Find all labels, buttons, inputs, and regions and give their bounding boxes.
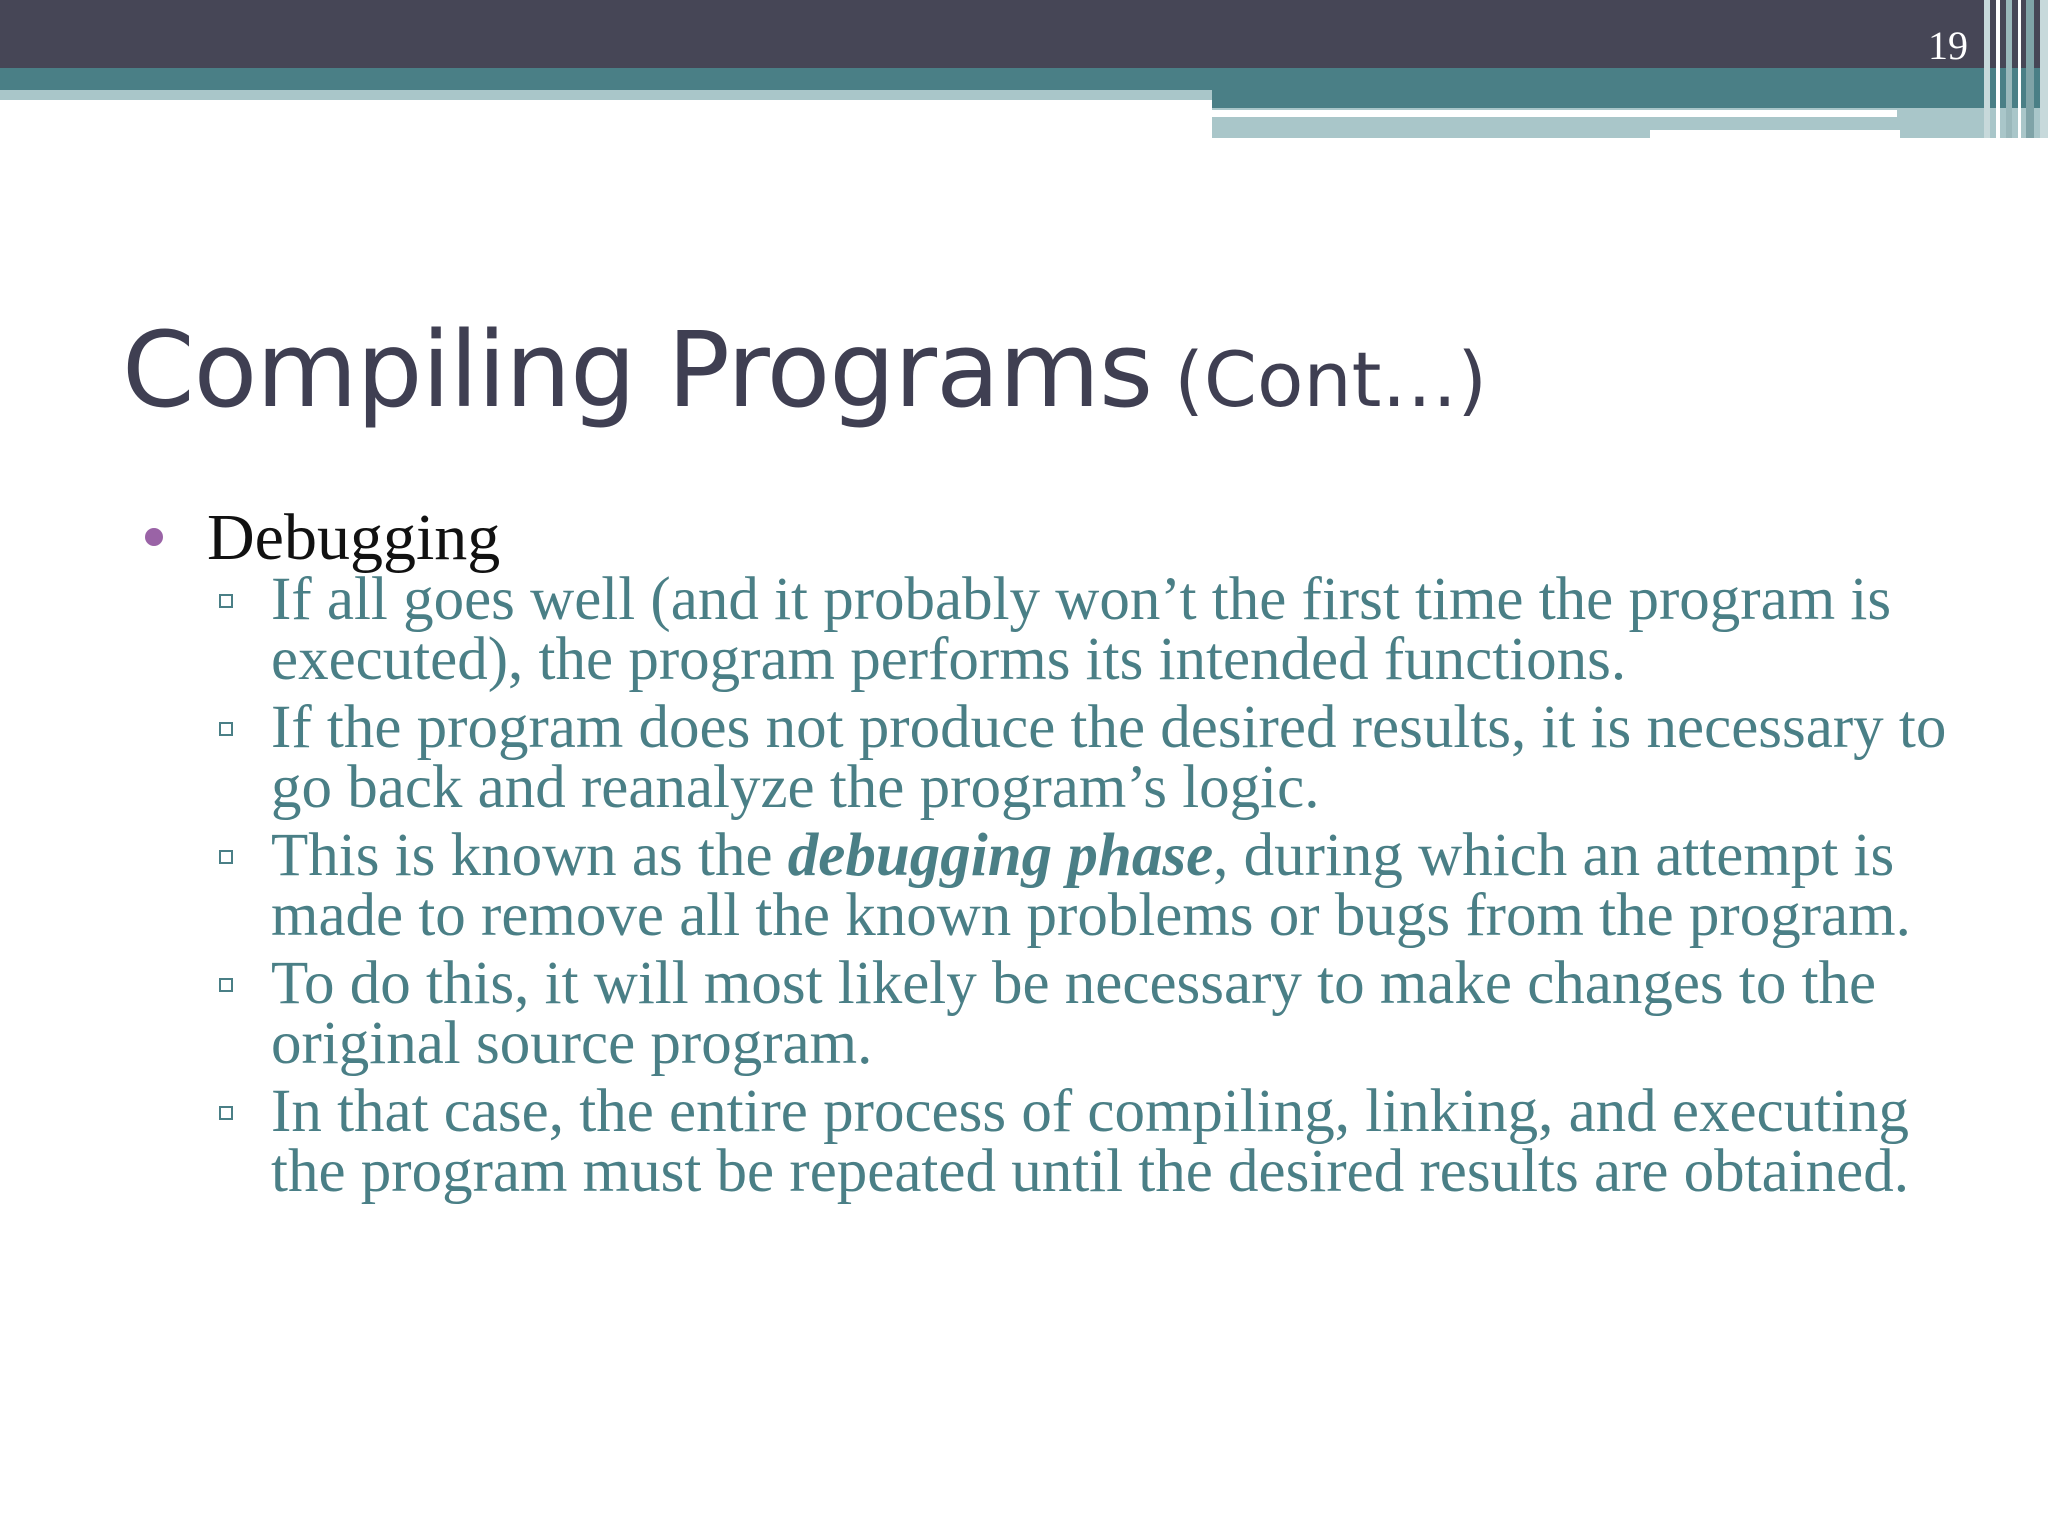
header-divider-line [1650, 130, 1900, 138]
header-vertical-bar [2018, 0, 2021, 138]
sub-bullet-text: To do this, it will most likely be necessary to make changes to the original source program. [271, 950, 1877, 1077]
sub-bullet-item [271, 694, 1971, 821]
header-vertical-bar [2026, 0, 2034, 138]
header-vertical-bar [1984, 0, 1990, 138]
slide-body [145, 498, 1945, 1210]
header-accent-stripe [0, 68, 1212, 90]
header-divider-line [1212, 110, 1897, 117]
sub-bullet-text: In that case, the entire process of compiling, linking, and executing the program must be repeated until the desired results are obtained. [271, 1078, 1910, 1205]
square-bullet-icon [219, 722, 233, 736]
square-bullet-icon [219, 1106, 233, 1120]
header-vertical-bar [2006, 0, 2012, 138]
slide-title-continuation: (Cont…) [1174, 335, 1488, 424]
bullet-heading: Debugging [207, 501, 501, 574]
slide-title-main: Compiling Programs [122, 309, 1153, 431]
emphasized-term: debugging phase [787, 822, 1214, 889]
bullet-dot-icon [145, 528, 163, 546]
square-bullet-icon [219, 594, 233, 608]
sub-bullet-item [271, 566, 1971, 693]
header-accent-stripe-light [0, 90, 1212, 100]
slide-number: 19 [1928, 23, 1968, 68]
sub-bullet-item [271, 1078, 1971, 1205]
header-bar [0, 0, 2048, 68]
sub-bullet-text-before: This is known as the [271, 822, 788, 889]
sub-bullet-text: If the program does not produce the desired results, it is necessary to go back and reanalyze the program’s logic. [271, 694, 1947, 821]
sub-bullet-item [271, 950, 1971, 1077]
header-accent-block [1212, 68, 2048, 108]
sub-bullet-list [271, 566, 1947, 1205]
sub-bullet-text-after: , during which an attempt is made to remove all the known problems or bugs from the program. [271, 822, 1911, 949]
sub-bullet-item [271, 822, 1971, 949]
slide-title [122, 309, 1488, 431]
square-bullet-icon [219, 850, 233, 864]
sub-bullet-text: If all goes well (and it probably won’t the first time the program is executed), the program performs its intended functions. [271, 566, 1892, 693]
header-vertical-bar [1996, 0, 2000, 138]
square-bullet-icon [219, 978, 233, 992]
header-vertical-bar [2040, 0, 2048, 138]
